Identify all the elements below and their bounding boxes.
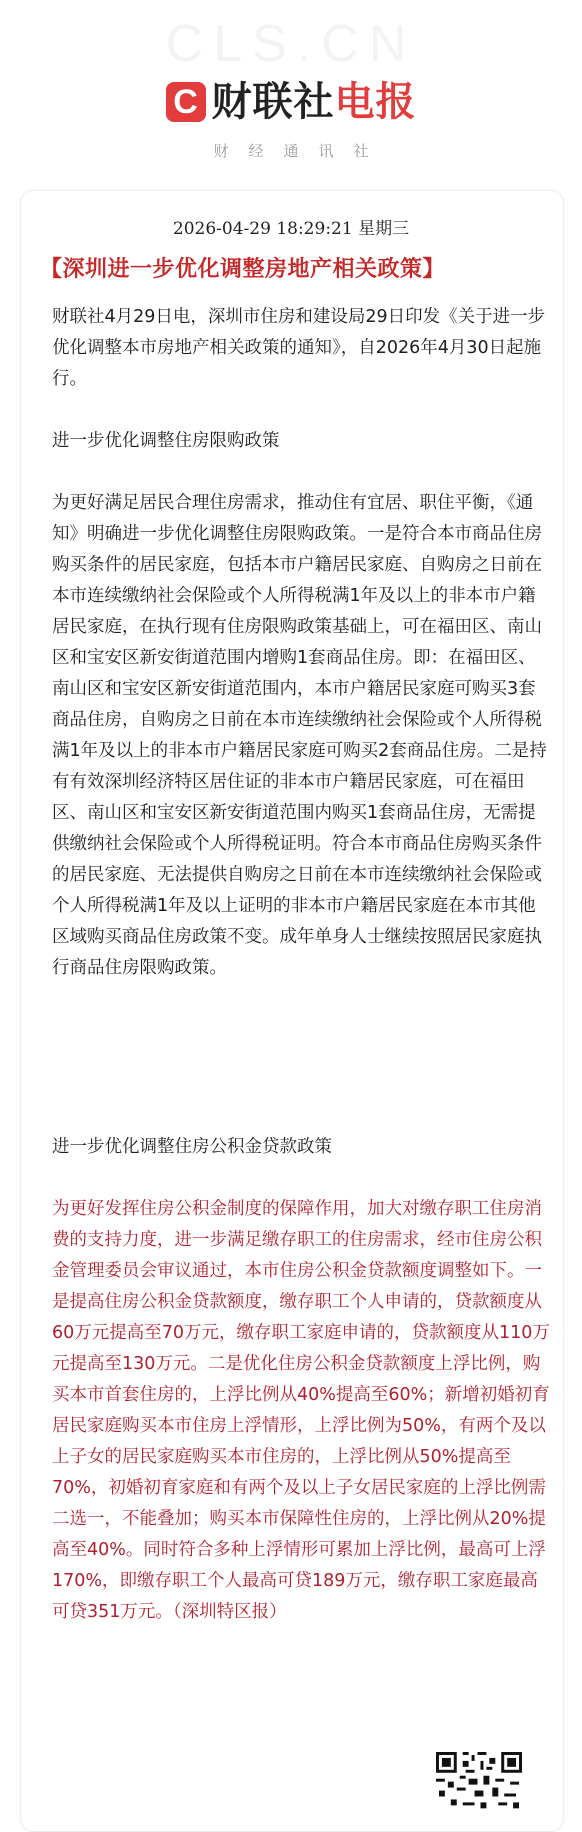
section2-paragraph <box>52 1194 552 1628</box>
section2-heading <box>52 1132 552 1163</box>
brand-logo <box>0 78 582 126</box>
section1-heading <box>52 426 552 457</box>
qr-code-icon <box>436 1752 522 1810</box>
section1-paragraph <box>52 488 552 984</box>
lead-paragraph <box>52 302 552 395</box>
brand-name <box>212 78 417 126</box>
section1-title: 进一步优化调整住房限购政策 <box>52 431 280 451</box>
section1-body: 为更好满足居民合理住房需求，推动住有宜居、职住平衡，《通知》明确进一步优化调整住房限购政策。一是符合本市商品住房购买条件的居民家庭，包括本市户籍居民家庭、自购房之日前在本市连续缴纳社会保险或个人所得税满1年及以上的非本市户籍居民家庭，在执行现有住房限购政策基础上，可在福田区、南山区和宝安区新安街道范围内增购1套商品住房。即：在福田区、南山区和宝安区新安街道范围内，本市户籍居民家庭可购买3套商品住房，自购房之日前在本市连续缴纳社会保险或个人所得税满1年及以上的非本市户籍居民家庭可购买2套商品住房。二是持有有效深圳经济特区居住证的非本市户籍居民家庭，可在福田区、南山区和宝安区新安街道范围内购买1套商品住房，无需提供缴纳社会保险或个人所得税证明。符合本市商品住房购买条件的居民家庭、无法提供自购房之日前在本市连续缴纳社会保险或个人所得税满1年及以上证明的非本市户籍居民家庭在本市其他区域购买商品住房政策不变。成年单身人士继续按照居民家庭执行商品住房限购政策。 <box>52 493 547 978</box>
article-headline: 【深圳进一步优化调整房地产相关政策】 <box>40 257 446 282</box>
brand-name-part1: 财联社 <box>211 79 335 125</box>
brand-name-part2: 电报 <box>334 79 417 125</box>
section2-title: 进一步优化调整住房公积金贷款政策 <box>52 1137 332 1157</box>
lead-text: 财联社4月29日电，深圳市住房和建设局29日印发《关于进一步优化调整本市房地产相关政策的通知》，自2026年4月30日起施行。 <box>52 307 546 389</box>
logo-c-icon: C <box>166 82 206 122</box>
section2-body: 为更好发挥住房公积金制度的保障作用，加大对缴存职工住房消费的支持力度，进一步满足缴存职工的住房需求，经市住房公积金管理委员会审议通过，本市住房公积金贷款额度调整如下。一是提高住房公积金贷款额度，缴存职工个人申请的，贷款额度从60万元提高至70万元，缴存职工家庭申请的，贷款额度从110万元提高至130万元。二是优化住房公积金贷款额度上浮比例，购买本市首套住房的，上浮比例从40%提高至60%；新增初婚初育居民家庭购买本市住房上浮情形，上浮比例为50%，有两个及以上子女的居民家庭购买本市住房的，上浮比例从50%提高至70%，初婚初育家庭和有两个及以上子女居民家庭的上浮比例需二选一，不能叠加；购买本市保障性住房的，上浮比例从20%提高至40%。同时符合多种上浮情形可累加上浮比例，最高可上浮170%，即缴存职工个人最高可贷189万元，缴存职工家庭最高可贷351万元。（深圳特区报） <box>52 1199 550 1622</box>
publish-datetime: 2026-04-29 18:29:21 星期三 <box>172 219 410 239</box>
watermark-text: CLS.CN <box>165 15 417 73</box>
brand-tagline: 财经通讯社 <box>213 142 389 160</box>
